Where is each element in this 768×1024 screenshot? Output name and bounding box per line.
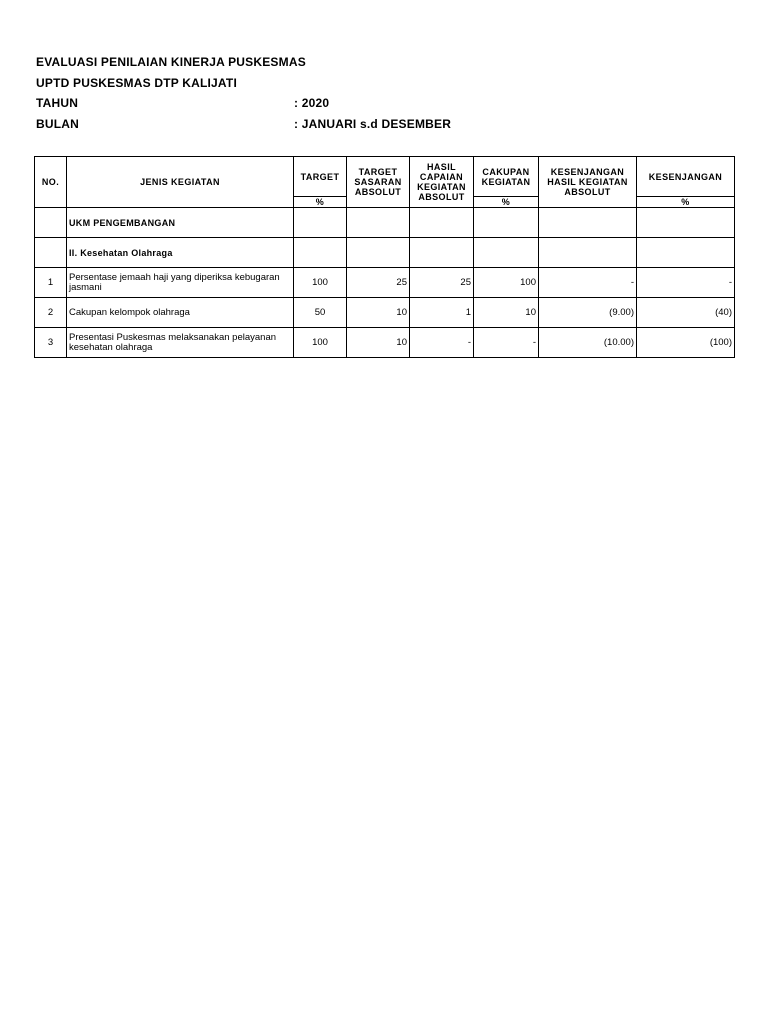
row-kegiatan: Presentasi Puskesmas melaksanakan pelayanan kesehatan olahraga [67,328,294,358]
kesenjangan-unit: % [637,197,735,208]
section-label-ukm: UKM PENGEMBANGAN [67,208,294,238]
col-target-header: TARGET [294,157,347,197]
row-kesenjangan-hasil: (10.00) [539,328,637,358]
report-subtitle [36,76,736,97]
row-target: 50 [294,298,347,328]
row-kesenjangan: (100) [637,328,735,358]
row-cakupan: 100 [474,268,539,298]
table-cell [294,238,347,268]
bulan-label: BULAN [36,116,79,131]
table-row [35,268,735,298]
table-cell [539,208,637,238]
table-cell [294,208,347,238]
table-cell [474,238,539,268]
row-sasaran: 25 [347,268,410,298]
row-hasil: 25 [410,268,474,298]
col-kesenjangan-hasil-header: KESENJANGAN HASIL KEGIATAN ABSOLUT [539,157,637,208]
row-cakupan: - [474,328,539,358]
tahun-value: : 2020 [294,96,330,110]
table-cell [410,208,474,238]
row-no: 3 [35,328,67,358]
evaluation-table [34,156,735,358]
row-kesenjangan-hasil: - [539,268,637,298]
row-no: 1 [35,268,67,298]
row-kesenjangan: (40) [637,298,735,328]
section-row-olahraga [35,238,735,268]
tahun-label: TAHUN [36,96,79,110]
bulan-value: : JANUARI s.d DESEMBER [294,116,452,131]
row-target: 100 [294,328,347,358]
table-cell [637,208,735,238]
section-label-olahraga: II. Kesehatan Olahraga [67,238,294,268]
table-cell [410,238,474,268]
row-kesenjangan: - [637,268,735,298]
table-header-row [35,157,735,197]
cakupan-unit: % [474,197,539,208]
row-sasaran: 10 [347,298,410,328]
row-kegiatan: Persentase jemaah haji yang diperiksa kebugaran jasmani [67,268,294,298]
section-row-ukm [35,208,735,238]
report-title-text: EVALUASI PENILAIAN KINERJA PUSKESMAS [36,55,306,69]
table-cell [474,208,539,238]
row-kesenjangan-hasil: (9.00) [539,298,637,328]
row-cakupan: 10 [474,298,539,328]
col-target-sasaran-header: TARGET SASARAN ABSOLUT [347,157,410,208]
col-cakupan-header: CAKUPAN KEGIATAN [474,157,539,197]
col-kesenjangan-header: KESENJANGAN [637,157,735,197]
table-row [35,298,735,328]
table-cell [347,238,410,268]
table-cell [35,238,67,268]
table-cell [35,208,67,238]
row-no: 2 [35,298,67,328]
row-hasil: 1 [410,298,474,328]
row-hasil: - [410,328,474,358]
col-jenis-header: JENIS KEGIATAN [67,157,294,208]
bulan-line [36,117,736,138]
row-target: 100 [294,268,347,298]
table-cell [637,238,735,268]
table-cell [347,208,410,238]
tahun-line [36,96,736,117]
col-hasil-header: HASIL CAPAIAN KEGIATAN ABSOLUT [410,157,474,208]
table-cell [539,238,637,268]
target-unit: % [294,197,347,208]
row-sasaran: 10 [347,328,410,358]
row-kegiatan: Cakupan kelompok olahraga [67,298,294,328]
report-header [36,55,736,137]
report-title [36,55,736,76]
col-no-header: NO. [35,157,67,208]
report-subtitle-text: UPTD PUSKESMAS DTP KALIJATI [36,75,237,90]
table-row [35,328,735,358]
